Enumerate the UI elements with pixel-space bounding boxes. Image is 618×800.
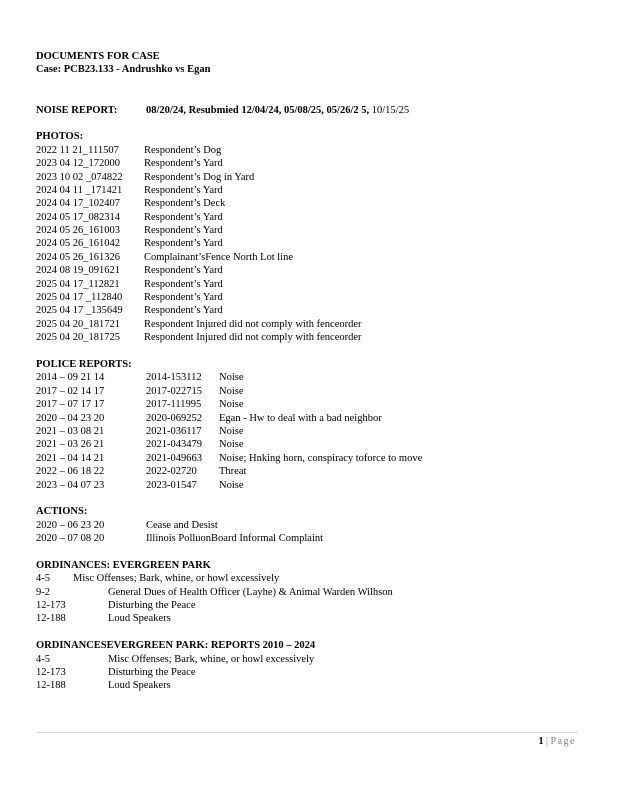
list-item <box>36 452 596 465</box>
photo-desc: Respondent’s Yard <box>144 238 223 250</box>
ordinances-heading: ORDINANCES: EVERGREEN PARK <box>36 559 211 571</box>
photo-id: 2024 04 11 _171421 <box>36 184 123 196</box>
photo-desc: Respondent’s Yard <box>144 305 223 317</box>
noise-report-dates: 08/20/24, Resubmied 12/04/24, 05/08/25, 05/26/2 5, <box>146 104 370 116</box>
list-item <box>36 237 596 250</box>
ordinance-desc: Loud Speakers <box>108 613 171 625</box>
report-desc: Noise <box>219 385 244 397</box>
list-item <box>36 653 596 666</box>
ordinance-desc: Disturbing the Peace <box>108 600 196 612</box>
photo-desc: Respondent’s Yard <box>144 211 223 223</box>
report-number: 2020-069252 <box>146 412 202 424</box>
report-date: 2014 – 09 21 14 <box>36 372 105 384</box>
list-item <box>36 264 596 277</box>
list-item <box>36 465 596 478</box>
photo-desc: Respondent’s Yard <box>144 292 223 304</box>
photo-id: 2022 11 21_111507 <box>36 144 119 156</box>
photo-desc: Complainant’sFence North Lot line <box>144 251 294 263</box>
case-label: Case: PCB23.133 - Andrushko vs Egan <box>36 64 211 76</box>
list-item <box>36 197 596 210</box>
report-date: 2017 – 02 14 17 <box>36 385 105 397</box>
page-footer <box>539 735 576 748</box>
ordinance-desc: Misc Offenses; Bark, whine, or howl excessively <box>73 573 280 585</box>
ordinance-desc: Misc Offenses; Bark, whine, or howl excessively <box>108 653 315 665</box>
ordinance-code: 12-173 <box>36 666 66 678</box>
photo-desc: Respondent’s Dog <box>144 144 222 156</box>
report-number: 2021-049663 <box>146 452 202 464</box>
report-number: 2021-043479 <box>146 439 202 451</box>
photo-desc: Respondent’s Yard <box>144 184 223 196</box>
photo-id: 2023 10 02 _074822 <box>36 171 123 183</box>
ordinance-code: 12-188 <box>36 613 66 625</box>
report-date: 2022 – 06 18 22 <box>36 466 105 478</box>
list-item <box>36 679 596 692</box>
action-date: 2020 – 06 23 20 <box>36 519 105 531</box>
list-item <box>36 532 596 545</box>
report-number: 2023-01547 <box>146 479 197 491</box>
police-reports-heading: POLICE REPORTS: <box>36 359 132 370</box>
report-desc: Noise <box>219 439 244 451</box>
list-item <box>36 157 596 170</box>
noise-report-dates-extra: 10/15/25 <box>369 104 410 116</box>
list-item <box>36 438 596 451</box>
page-separator: | <box>543 736 551 747</box>
list-item <box>36 425 596 438</box>
ordinances-reports-list <box>36 653 596 693</box>
ordinance-code: 4-5 <box>36 573 50 585</box>
photo-desc: Respondent’s Dog in Yard <box>144 171 255 183</box>
list-item <box>36 666 596 679</box>
action-desc: Cease and Desist <box>146 519 218 531</box>
report-desc: Threat <box>219 466 247 478</box>
list-item <box>36 599 596 612</box>
report-date: 2023 – 04 07 23 <box>36 479 105 491</box>
list-item <box>36 331 596 344</box>
ordinance-desc: General Dues of Health Officer (Layhe) & Animal Warden Wilhson <box>108 586 393 598</box>
ordinance-code: 9-2 <box>36 586 50 598</box>
photo-desc: Respondent’s Yard <box>144 225 223 237</box>
action-date: 2020 – 07 08 20 <box>36 533 105 545</box>
actions-list <box>36 519 596 546</box>
list-item <box>36 211 596 224</box>
list-item <box>36 586 596 599</box>
report-number: 2017-111995 <box>146 399 202 411</box>
list-item <box>36 398 596 411</box>
police-reports-list <box>36 371 596 492</box>
photo-id: 2024 08 19_091621 <box>36 265 120 277</box>
photo-id: 2024 05 26_161042 <box>36 238 120 250</box>
report-number: 2022-02720 <box>146 466 197 478</box>
photo-desc: Respondent’s Yard <box>144 278 223 290</box>
photo-id: 2024 05 17_082314 <box>36 211 120 223</box>
report-date: 2020 – 04 23 20 <box>36 412 105 424</box>
report-desc: Noise <box>219 425 244 437</box>
photo-id: 2025 04 17_112821 <box>36 278 120 290</box>
ordinance-desc: Disturbing the Peace <box>108 666 196 678</box>
report-number: 2017-022715 <box>146 385 202 397</box>
report-date: 2017 – 07 17 17 <box>36 399 105 411</box>
photo-id: 2023 04 12_172000 <box>36 158 120 170</box>
photo-desc: Respondent’s Yard <box>144 265 223 277</box>
report-desc: Noise; Hnking horn, conspiracy toforce to move <box>219 452 423 464</box>
noise-report-label: NOISE REPORT: <box>36 104 118 116</box>
page-number: 1 <box>538 736 544 747</box>
actions-heading: ACTIONS: <box>36 506 88 518</box>
report-desc: Noise <box>219 399 244 411</box>
list-item <box>36 171 596 184</box>
list-item <box>36 224 596 237</box>
ordinance-code: 12-173 <box>36 600 66 612</box>
noise-report-line <box>36 104 596 117</box>
ordinances-list <box>36 572 596 626</box>
report-desc: Noise <box>219 479 244 491</box>
document-title: DOCUMENTS FOR CASE <box>36 51 160 62</box>
action-desc: Illinois PolluonBoard Informal Complaint <box>146 533 324 545</box>
list-item <box>36 479 596 492</box>
list-item <box>36 519 596 532</box>
ordinance-code: 12-188 <box>36 680 66 692</box>
photo-desc: Respondent’s Yard <box>144 158 223 170</box>
footer-divider <box>36 732 578 733</box>
list-item <box>36 318 596 331</box>
report-date: 2021 – 03 26 21 <box>36 439 105 451</box>
list-item <box>36 278 596 291</box>
list-item <box>36 371 596 384</box>
ordinance-code: 4-5 <box>36 653 50 665</box>
list-item <box>36 304 596 317</box>
photo-id: 2024 05 26_161003 <box>36 225 120 237</box>
photo-desc: Respondent Injured did not comply with fenceorder <box>144 332 362 344</box>
report-desc: Noise <box>219 372 244 384</box>
photo-desc: Respondent Injured did not comply with fenceorder <box>144 318 362 330</box>
list-item <box>36 612 596 625</box>
list-item <box>36 251 596 264</box>
list-item <box>36 291 596 304</box>
photos-heading: PHOTOS: <box>36 131 84 143</box>
report-date: 2021 – 03 08 21 <box>36 425 105 437</box>
list-item <box>36 385 596 398</box>
photo-desc: Respondent’s Deck <box>144 198 226 210</box>
report-desc: Egan - Hw to deal with a bad neighbor <box>219 412 382 424</box>
report-number: 2021-036117 <box>146 425 202 437</box>
report-date: 2021 – 04 14 21 <box>36 452 105 464</box>
ordinance-desc: Loud Speakers <box>108 680 171 692</box>
list-item <box>36 144 596 157</box>
ordinances-reports-heading: ORDINANCESEVERGREEN PARK: REPORTS 2010 – 2024 <box>36 640 316 652</box>
photo-id: 2025 04 20_181725 <box>36 332 120 344</box>
report-number: 2014-153112 <box>146 372 202 384</box>
list-item <box>36 412 596 425</box>
photo-id: 2024 04 17_102407 <box>36 198 120 210</box>
list-item <box>36 184 596 197</box>
list-item <box>36 572 596 585</box>
photo-id: 2025 04 17 _135649 <box>36 305 123 317</box>
photo-id: 2025 04 17 _112840 <box>36 292 123 304</box>
photo-id: 2025 04 20_181721 <box>36 318 120 330</box>
page-label: Page <box>550 736 576 747</box>
photo-id: 2024 05 26_161326 <box>36 251 120 263</box>
photos-list <box>36 144 596 345</box>
document-page <box>36 50 596 693</box>
